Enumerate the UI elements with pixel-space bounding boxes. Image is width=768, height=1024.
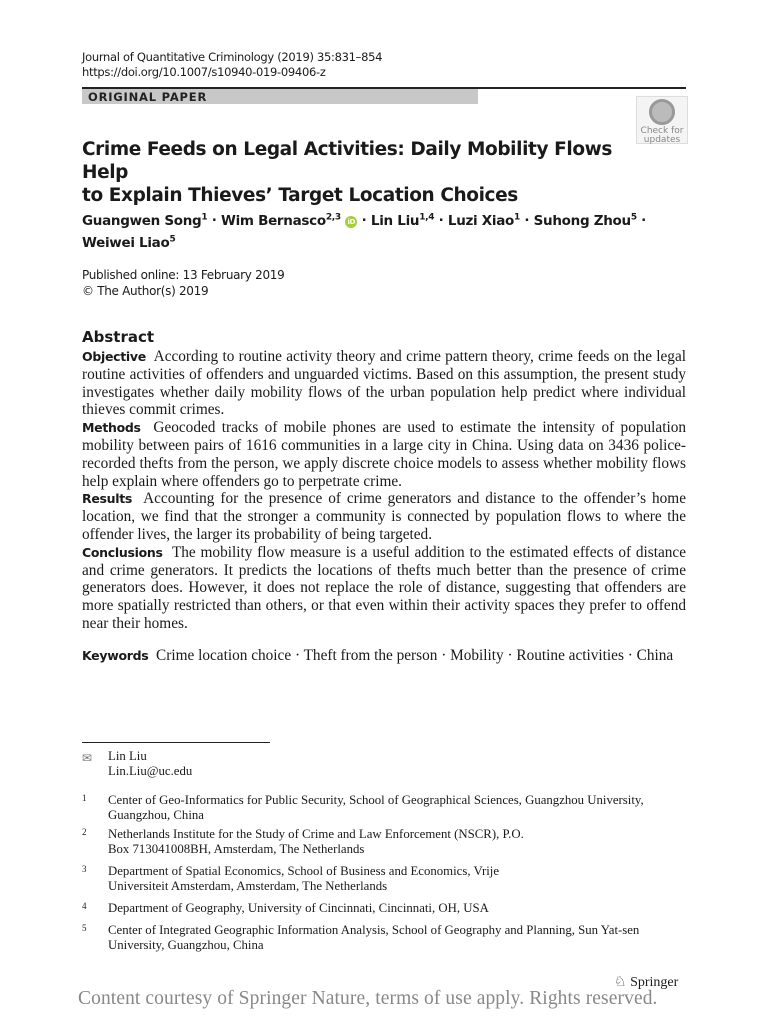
orcid-icon[interactable]: iD — [345, 216, 357, 228]
updates-label: updates — [643, 135, 681, 145]
section-label: ORIGINAL PAPER — [82, 89, 478, 104]
abstract-heading: Abstract — [82, 328, 155, 346]
footnote-rule — [82, 742, 270, 743]
email-link[interactable]: Lin.Liu@uc.edu — [108, 763, 193, 778]
author[interactable]: Weiwei Liao$^5$ — [82, 234, 176, 251]
affiliation: 3 Department of Spatial Economics, School of Business and Economics, Vrije Universiteit Amsterdam, Amsterdam, The Netherlands — [82, 864, 500, 893]
author[interactable]: Wim Bernasco$^{2,3}$ — [221, 212, 341, 229]
affiliation: 1 Center of Geo-Informatics for Public Security, School of Geographical Sciences, Guangzhou University, Guangzhou, China — [82, 793, 644, 822]
abstract-results: Results Accounting for the presence of crime generators and distance to the offender’s home location, we find that the stronger a community is connected by population flows to where the offender lives, the larger its probability of being targeted. — [82, 490, 686, 543]
affiliation: 5 Center of Integrated Geographic Information Analysis, School of Geography and Planning, Sun Yat-sen University, Guangzhou, China — [82, 923, 640, 952]
paper-title — [82, 138, 642, 207]
publication-info — [82, 267, 284, 299]
corresponding-author: Lin Liu — [108, 749, 147, 763]
author-list: Guangwen Song$^1$ · Wim Bernasco$^{2,3}$ iD · Lin Liu$^{1,4}$ · Luzi Xiao$^1$ · Suhong Zhou$^5$ · Weiwei Liao$^5$ — [82, 212, 647, 251]
keywords: Keywords Crime location choice · Theft from the person · Mobility · Routine activities · China — [82, 647, 674, 664]
abstract-methods: Methods Geocoded tracks of mobile phones are used to estimate the intensity of population mobility between pairs of 1616 communities in a large city in China. Using data on 3436 police-recorded thefts from the person, we apply discrete choice models to assess whether mobility flows help explain where offenders go to perpetrate crime. — [82, 419, 686, 490]
affiliation: 4 Department of Geography, University of Cincinnati, Cincinnati, OH, USA — [82, 901, 489, 915]
journal-header — [82, 50, 382, 80]
springer-logo: ♘ Springer — [614, 975, 679, 990]
title-line: to Explain Thieves’ Target Location Choices — [82, 185, 518, 206]
copyright: © The Author(s) 2019 — [82, 284, 209, 298]
affiliation: 2 Netherlands Institute for the Study of Crime and Law Enforcement (NSCR), P.O. Box 713041008BH, Amsterdam, The Netherlands — [82, 827, 524, 856]
abstract — [82, 328, 686, 633]
envelope-icon: ✉ — [82, 751, 93, 765]
abstract-conclusions: Conclusions The mobility flow measure is a useful addition to the estimated effects of distance and crime generators. It predicts the locations of thefts much better than the presence of crime generators does. However, it does not replace the role of distance, suggesting that offenders are more spatially restricted than others, or that even within their activity spaces they prefer to offend near their homes. — [82, 543, 686, 632]
check-for-updates-badge[interactable] — [636, 96, 688, 144]
doi-link[interactable]: https://doi.org/10.1007/s10940-019-09406-z — [82, 65, 326, 79]
watermark: Content courtesy of Springer Nature, terms of use apply. Rights reserved. — [78, 988, 658, 1009]
check-label: Check for — [640, 126, 684, 136]
author[interactable]: Guangwen Song$^1$ — [82, 212, 208, 229]
title-line: Crime Feeds on Legal Activities: Daily Mobility Flows Help — [82, 139, 612, 183]
journal-citation: Journal of Quantitative Criminology (2019) 35:831–854 — [82, 50, 383, 64]
published-date: Published online: 13 February 2019 — [82, 268, 285, 282]
abstract-objective: Objective According to routine activity theory and crime pattern theory, crime feeds on the legal routine activities of offenders and unguarded victims. Based on this assumption, the present study investigates whether daily mobility flows of the urban population help predict where individual thieves commit crimes. — [82, 348, 686, 419]
knight-icon: ♘ — [614, 975, 627, 990]
author[interactable]: Suhong Zhou$^5$ — [533, 212, 637, 229]
correspondence — [82, 749, 686, 778]
bookmark-icon — [649, 99, 675, 125]
author[interactable]: Luzi Xiao$^1$ — [447, 212, 520, 229]
author[interactable]: Lin Liu$^{1,4}$ — [370, 212, 435, 229]
